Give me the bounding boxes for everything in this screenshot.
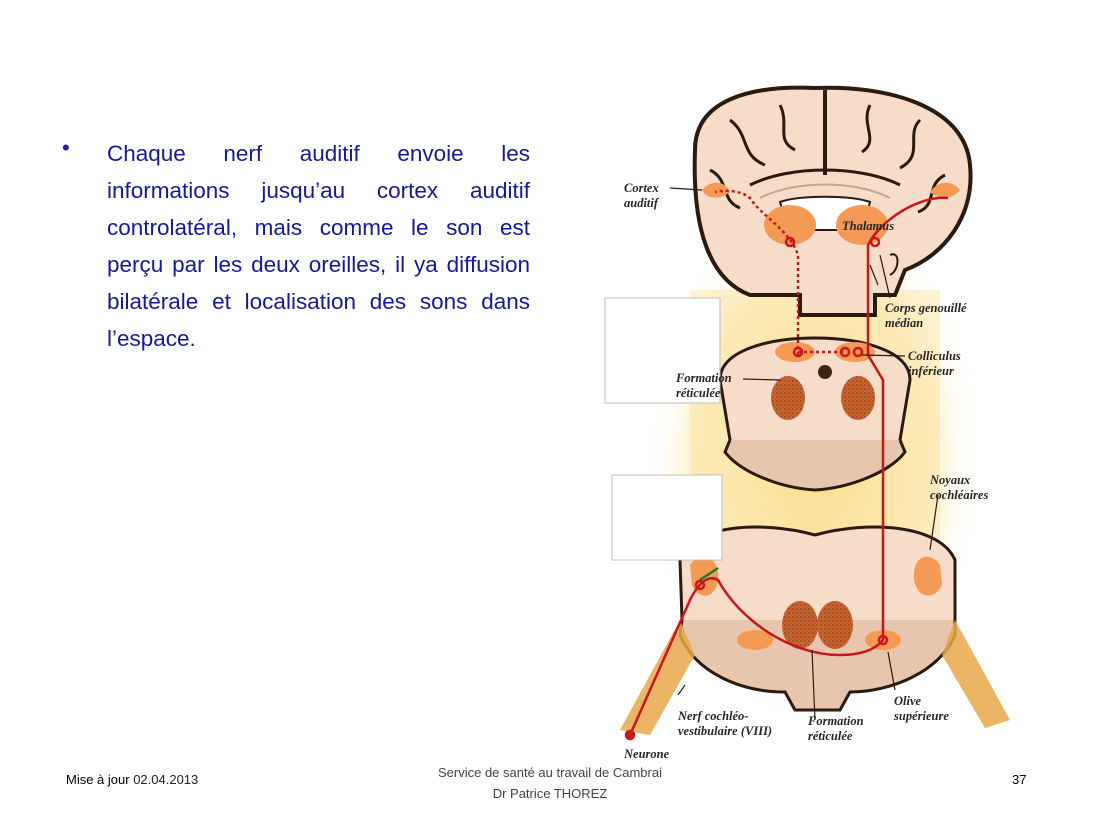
label-colliculus-2: inférieur bbox=[908, 364, 954, 378]
erased-label-2 bbox=[612, 475, 722, 560]
reticular-top-right bbox=[841, 376, 875, 420]
footer-center bbox=[330, 762, 770, 804]
reticular-bot-right bbox=[817, 601, 853, 649]
label-cortex-1: Cortex bbox=[624, 181, 659, 195]
label-noyaux-2: cochléaires bbox=[930, 488, 989, 502]
midbrain-section bbox=[720, 338, 910, 490]
label-noyaux-1: Noyaux bbox=[930, 473, 971, 487]
footer-doctor: Dr Patrice THOREZ bbox=[492, 786, 608, 801]
label-formation-bot-2: réticulée bbox=[808, 729, 853, 743]
label-nerf-2: vestibulaire (VIII) bbox=[678, 724, 773, 738]
label-formation-bot-1: Formation bbox=[808, 714, 864, 728]
cochlear-nucleus-right bbox=[914, 557, 942, 596]
label-formation-top-2: réticulée bbox=[676, 386, 721, 400]
label-thalamus: Thalamus bbox=[842, 219, 895, 233]
label-nerf-1: Nerf cochléo- bbox=[678, 709, 749, 723]
label-cgm-1: Corps genouillé bbox=[885, 301, 967, 315]
footer-update bbox=[66, 772, 198, 787]
label-neurone: Neurone bbox=[624, 747, 670, 761]
label-olive-2: supérieure bbox=[894, 709, 949, 723]
label-cgm-2: médian bbox=[885, 316, 924, 330]
label-cortex-2: auditif bbox=[624, 196, 659, 210]
label-formation-top-1: Formation bbox=[676, 371, 732, 385]
reticular-top-left bbox=[771, 376, 805, 420]
label-olive-1: Olive bbox=[894, 694, 922, 708]
label-colliculus-1: Colliculus bbox=[908, 349, 961, 363]
footer-update-date: 02.04.2013 bbox=[133, 772, 199, 787]
footer-update-label: Mise à jour bbox=[66, 772, 130, 787]
auditory-pathway-figure bbox=[600, 80, 1020, 765]
page-number: 37 bbox=[1012, 772, 1027, 787]
bullet-text: Chaque nerf auditif envoie les informations jusqu’au cortex auditif controlatéral, mais comme le son est perçu par les deux oreilles, il ya diffusion bilatérale et localisation des sons dans l’espace. bbox=[107, 141, 530, 351]
bullet-symbol: • bbox=[62, 135, 70, 160]
bullet-block bbox=[62, 135, 530, 357]
footer-service: Service de santé au travail de Cambrai bbox=[437, 765, 662, 780]
